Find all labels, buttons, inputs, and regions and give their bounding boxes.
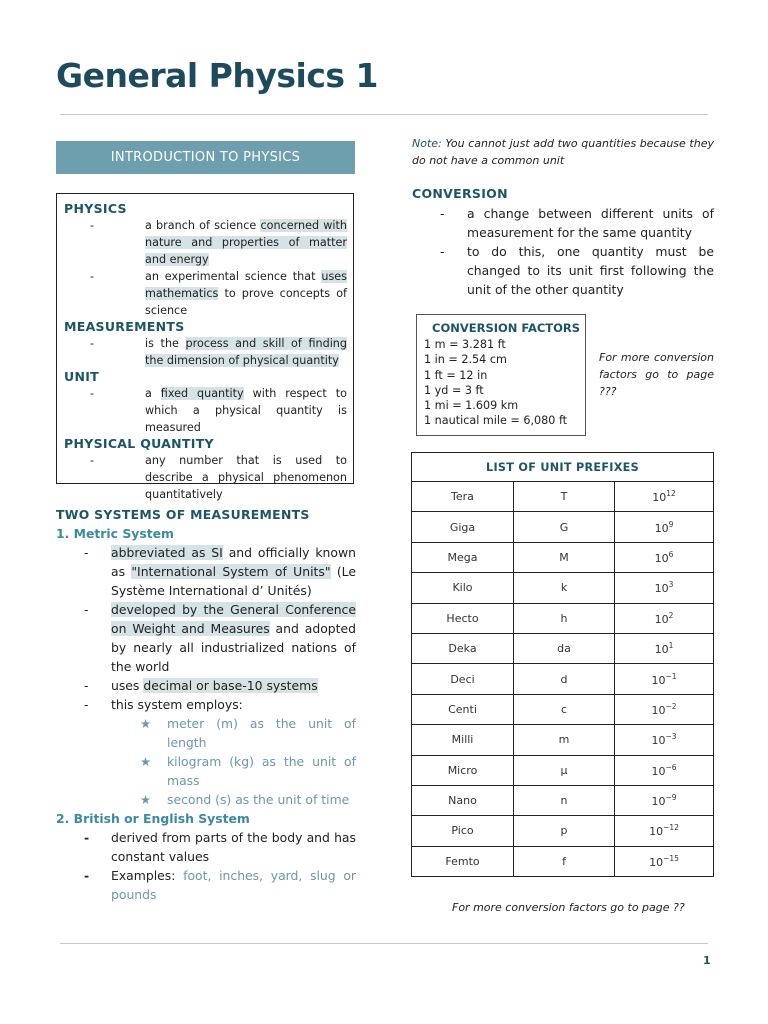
- bullet-dash: -: [84, 697, 89, 712]
- table-row: [412, 542, 714, 572]
- factor-base: 10: [651, 764, 666, 778]
- unit-text: second (s) as the unit of time: [167, 792, 350, 807]
- prefix-name: Micro: [412, 755, 514, 785]
- prefix-factor: [615, 755, 714, 785]
- bullet-dash: -: [440, 206, 445, 221]
- bullet-text: to do this, one quantity must be changed to its unit first following the unit of the other quantity: [467, 244, 714, 297]
- text-run: and officially known as: [111, 545, 356, 579]
- table-row: [412, 512, 714, 542]
- prefix-name: Centi: [412, 694, 514, 724]
- bullet-text: [118, 268, 347, 319]
- prefix-name: Deka: [412, 633, 514, 663]
- unit-text: meter (m) as the unit of length: [167, 716, 356, 750]
- definition-term: PHYSICAL QUANTITY: [64, 436, 214, 451]
- factor-base: 10: [654, 643, 669, 657]
- prefix-symbol: h: [514, 603, 615, 633]
- definition-term: MEASUREMENTS: [64, 319, 185, 334]
- prefix-name: Pico: [412, 816, 514, 846]
- factor-base: 10: [654, 582, 669, 596]
- text-run: fixed quantity: [160, 387, 244, 400]
- conversion-list: [412, 204, 714, 299]
- factor-exponent: −3: [665, 732, 677, 742]
- conversion-heading: CONVERSION: [412, 186, 508, 201]
- table-row: [412, 846, 714, 876]
- text-run: uses mathematics: [145, 270, 347, 300]
- prefix-symbol: G: [514, 512, 615, 542]
- prefix-factor: [615, 482, 714, 512]
- prefix-name: Kilo: [412, 573, 514, 603]
- prefix-factor: [615, 816, 714, 846]
- bullet-text: [111, 676, 356, 695]
- factor-exponent: −2: [665, 701, 677, 711]
- bullet-dash: -: [90, 219, 95, 232]
- prefix-factor: [615, 573, 714, 603]
- prefix-name: Femto: [412, 846, 514, 876]
- bullet-text: a change between different units of measurement for the same quantity: [467, 206, 714, 240]
- text-run: abbreviated as SI: [111, 545, 223, 560]
- factor-base: 10: [651, 703, 666, 717]
- metric-list: [56, 543, 356, 714]
- bullet-text: [118, 217, 347, 268]
- bullet-text: [111, 695, 356, 714]
- list-item: [56, 676, 356, 695]
- text-run: derived from parts of the body and has constant values: [111, 830, 356, 864]
- conversion-factor: 1 mi = 1.609 km: [424, 399, 519, 413]
- bullet-dash: -: [90, 454, 95, 467]
- text-run: "International System of Units": [131, 564, 331, 579]
- bullet-dash: -: [84, 602, 89, 617]
- prefix-symbol: da: [514, 633, 615, 663]
- factor-exponent: 6: [668, 549, 674, 559]
- factor-exponent: 12: [666, 489, 676, 499]
- text-run: this system employs:: [111, 697, 243, 712]
- prefix-name: Hecto: [412, 603, 514, 633]
- unit-item: [56, 714, 356, 752]
- text-run: Examples:: [111, 868, 184, 883]
- prefix-name: Milli: [412, 725, 514, 755]
- factor-exponent: 2: [668, 610, 674, 620]
- text-run: process and skill of finding the dimension of physical quantity: [145, 337, 347, 367]
- definition-bullet: [64, 217, 347, 268]
- prefix-name: Deci: [412, 664, 514, 694]
- text-run: with respect to which a physical quantity is measured: [145, 387, 347, 434]
- definitions-box: [56, 193, 354, 501]
- table-row: [412, 694, 714, 724]
- british-list: [56, 828, 356, 904]
- text-run: an experimental science that: [145, 270, 322, 283]
- factor-base: 10: [651, 673, 666, 687]
- prefix-factor: [615, 694, 714, 724]
- prefix-symbol: M: [514, 542, 615, 572]
- conversion-factors-heading: CONVERSION FACTORS: [432, 321, 581, 335]
- text-run: developed by the General Conference on Weight and Measures: [111, 602, 356, 636]
- prefix-symbol: n: [514, 785, 615, 815]
- factor-exponent: 9: [668, 519, 674, 529]
- bullet-dash: -: [84, 868, 90, 883]
- prefix-table: [411, 452, 714, 877]
- prefix-factor: [615, 542, 714, 572]
- factor-base: 10: [649, 825, 664, 839]
- conversion-factor: 1 nautical mile = 6,080 ft: [424, 414, 568, 428]
- text-run: foot, inches, yard, slug or pounds: [111, 868, 357, 902]
- table-row: [412, 482, 714, 512]
- text-run: decimal or base-10 systems: [143, 678, 318, 693]
- factor-exponent: −9: [665, 793, 677, 803]
- text-run: (Le Système International d’ Unités): [111, 564, 356, 598]
- factor-base: 10: [649, 855, 664, 869]
- conversion-factor: 1 ft = 12 in: [424, 368, 488, 382]
- definition-term: PHYSICS: [64, 201, 127, 216]
- bullet-dash: -: [90, 337, 95, 350]
- list-item: [412, 242, 714, 299]
- factor-base: 10: [654, 612, 669, 626]
- list-item: [56, 828, 356, 866]
- text-run: any number that is used to describe a physical phenomenon quantitatively: [145, 454, 347, 501]
- star-icon: ★: [140, 754, 152, 769]
- definition-bullet: [64, 385, 347, 436]
- definition-bullet: [64, 452, 347, 503]
- table-row: [412, 573, 714, 603]
- conversion-side-note: For more conversion factors go to page ???: [599, 351, 714, 398]
- bullet-dash: -: [440, 244, 445, 259]
- prefix-table-heading: LIST OF UNIT PREFIXES: [412, 453, 714, 482]
- bullet-dash: -: [84, 830, 90, 845]
- text-run: concerned with nature and properties of matter and energy: [145, 219, 347, 266]
- text-run: to prove concepts of science: [145, 287, 347, 317]
- list-item: [56, 695, 356, 714]
- prefix-symbol: f: [514, 846, 615, 876]
- british-heading: 2. British or English System: [56, 811, 250, 826]
- conversion-factor: 1 yd = 3 ft: [424, 383, 484, 397]
- prefix-symbol: k: [514, 573, 615, 603]
- factor-exponent: 3: [668, 580, 674, 590]
- prefix-name: Tera: [412, 482, 514, 512]
- prefix-factor: [615, 664, 714, 694]
- conversion-factors-list: [424, 337, 585, 428]
- bullet-dash: -: [84, 545, 89, 560]
- prefix-symbol: T: [514, 482, 615, 512]
- prefix-symbol: p: [514, 816, 615, 846]
- prefix-symbol: d: [514, 664, 615, 694]
- prefix-name: Nano: [412, 785, 514, 815]
- text-run: uses: [111, 678, 144, 693]
- factor-base: 10: [652, 491, 667, 505]
- prefix-factor: [615, 725, 714, 755]
- prefix-symbol: m: [514, 725, 615, 755]
- star-icon: ★: [140, 716, 152, 731]
- table-row: [412, 725, 714, 755]
- star-icon: ★: [140, 792, 152, 807]
- list-item: [56, 866, 356, 904]
- metric-units-list: [56, 714, 356, 809]
- factor-base: 10: [651, 795, 666, 809]
- bullet-text: [118, 385, 347, 436]
- systems-heading: TWO SYSTEMS OF MEASUREMENTS: [56, 507, 310, 522]
- bullet-text: [111, 543, 356, 600]
- metric-heading: 1. Metric System: [56, 526, 174, 541]
- prefix-name: Giga: [412, 512, 514, 542]
- unit-item: [56, 790, 356, 809]
- title-divider: [60, 114, 708, 115]
- prefix-factor: [615, 785, 714, 815]
- list-item: [56, 543, 356, 600]
- factor-exponent: 1: [668, 641, 674, 651]
- note-text: [412, 135, 714, 169]
- definition-bullet: [64, 335, 347, 369]
- bullet-dash: -: [84, 678, 89, 693]
- bullet-text: [118, 335, 347, 369]
- prefix-factor: [615, 512, 714, 542]
- page-number: 1: [703, 954, 711, 967]
- conversion-factors-box: [416, 314, 586, 436]
- bullet-text: [111, 600, 356, 676]
- prefix-name: Mega: [412, 542, 514, 572]
- intro-heading: INTRODUCTION TO PHYSICS: [56, 141, 355, 174]
- table-row: [412, 633, 714, 663]
- table-row: [412, 785, 714, 815]
- table-row: [412, 664, 714, 694]
- text-run: and adopted by nearly all industrialized nations of the world: [111, 621, 356, 674]
- prefix-factor: [615, 633, 714, 663]
- prefix-factor: [615, 846, 714, 876]
- factor-base: 10: [651, 734, 666, 748]
- prefix-factor: [615, 603, 714, 633]
- bullet-text: [118, 452, 347, 503]
- conversion-factor: 1 m = 3.281 ft: [424, 338, 506, 352]
- definition-bullet: [64, 268, 347, 319]
- factor-base: 10: [654, 551, 669, 565]
- note-label: Note:: [412, 137, 442, 150]
- factor-exponent: −12: [663, 823, 679, 833]
- table-row: [412, 603, 714, 633]
- bullet-dash: -: [90, 387, 95, 400]
- definition-term: UNIT: [64, 369, 99, 384]
- factor-base: 10: [654, 521, 669, 535]
- unit-text: kilogram (kg) as the unit of mass: [167, 754, 356, 788]
- text-run: is the: [145, 337, 186, 350]
- bullet-text: [111, 828, 356, 866]
- page-title: General Physics 1: [56, 56, 378, 95]
- prefix-symbol: μ: [514, 755, 615, 785]
- systems-section: [56, 505, 356, 904]
- table-row: [412, 755, 714, 785]
- table-row: [412, 816, 714, 846]
- prefix-symbol: c: [514, 694, 615, 724]
- footer-divider: [60, 943, 708, 944]
- unit-item: [56, 752, 356, 790]
- list-item: [412, 204, 714, 242]
- factor-exponent: −15: [663, 853, 679, 863]
- factor-exponent: −6: [665, 762, 677, 772]
- bullet-text: [111, 866, 356, 904]
- prefix-footer-note: For more conversion factors go to page ??: [452, 901, 685, 914]
- bullet-dash: -: [90, 270, 95, 283]
- factor-exponent: −1: [665, 671, 677, 681]
- list-item: [56, 600, 356, 676]
- note-body: You cannot just add two quantities because they do not have a common unit: [412, 137, 714, 167]
- text-run: a: [145, 387, 161, 400]
- text-run: a branch of science: [145, 219, 261, 232]
- conversion-factor: 1 in = 2.54 cm: [424, 353, 507, 367]
